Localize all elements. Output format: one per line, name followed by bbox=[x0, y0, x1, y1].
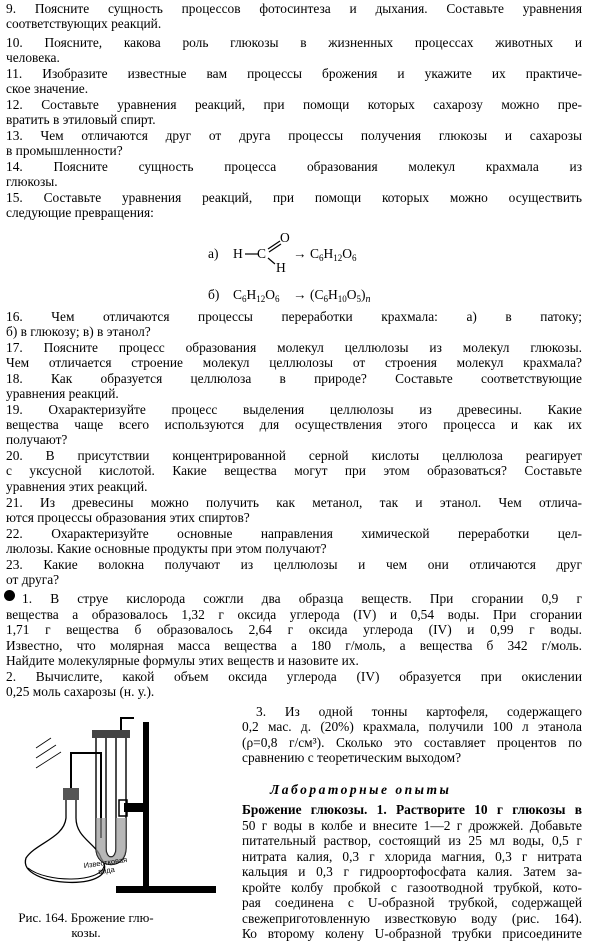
text-line: сравнению с теоретическим выходом? bbox=[242, 750, 462, 765]
text-line: Брожение глюкозы. 1. Растворите 10 г глюкозы в bbox=[242, 802, 582, 817]
text-line: Известно, что молярная масса вещества а 180 г/моль, а вещества б 342 г/моль. bbox=[6, 638, 582, 653]
text-line: 1. В струе кислорода сожгли два образца веществ. При сгорании 0,9 г bbox=[22, 591, 582, 606]
text-line: питательный раствор, состоящий из 25 мл воды, 0,5 г bbox=[242, 833, 582, 848]
text-line: ются процессы образования этих спиртов? bbox=[6, 510, 250, 525]
lab-heading: Лабораторные опыты bbox=[270, 782, 452, 797]
text-line: 10. Поясните, какова роль глюкозы в жизненных процессах животных и bbox=[6, 35, 582, 50]
text-line: уравнения реакций. bbox=[6, 386, 119, 401]
text-line: уравнения этих реакций. bbox=[6, 479, 148, 494]
text-line: 11. Изобразите известные вам процессы брожения и укажите их практиче- bbox=[6, 66, 582, 81]
text-line: в промышленности? bbox=[6, 143, 123, 158]
text-line: 3. Из одной тонны картофеля, содержащего bbox=[256, 704, 582, 719]
text-line: 0,25 моль сахарозы (н. у.). bbox=[6, 684, 155, 699]
text-line: 13. Чем отличаются друг от друга процессы получения глюкозы и сахарозы bbox=[6, 128, 582, 143]
figure-label: Известковая вода bbox=[83, 855, 128, 877]
oxygen-atom: O bbox=[280, 230, 290, 245]
text-line: 22. Охарактеризуйте основные направления химической переработки цел- bbox=[6, 526, 582, 541]
text-line: 17. Поясните процесс образования молекул целлюлозы из молекул глюкозы. bbox=[6, 340, 582, 355]
formula-label-b: б) bbox=[208, 287, 220, 302]
text-line: кройте колбу пробкой с газоотводной трубкой, кото- bbox=[242, 880, 582, 895]
figure-caption: козы. bbox=[71, 925, 101, 940]
text-line: 50 г воды в колбе и внесите 1—2 г дрожжей. Добавьте bbox=[242, 818, 582, 833]
carbon-atom: C bbox=[257, 246, 267, 261]
text-line: Чем отличается строение молекул целлюлозы от строения молекул крахмала? bbox=[6, 355, 582, 370]
text-line: вещества а образовалось 1,32 г оксида углерода (IV) и 0,54 воды. При сгорании bbox=[6, 607, 582, 622]
text-line: свежеприготовленную известковую воду (рис. 164). bbox=[242, 911, 582, 926]
glucose-formula: $C_6H_{12}O_6$ bbox=[233, 287, 280, 304]
text-line: 16. Чем отличаются процессы переработки крахмала: а) в патоку; bbox=[6, 309, 582, 324]
text-line: Найдите молекулярные формулы этих веществ и назовите их. bbox=[6, 653, 359, 668]
reaction-arrow: → bbox=[293, 246, 307, 261]
text-line: 0,2 мас. д. (20%) крахмала, получили 100 л этанола bbox=[242, 719, 582, 734]
text-line: 14. Поясните сущность процесса образования молекул крахмала из bbox=[6, 159, 582, 174]
text-line: вещества чаще всего используются для осуществления этого процесса и как их bbox=[6, 417, 582, 432]
text-line: соответствующих реакций. bbox=[6, 16, 162, 31]
text-line: человека. bbox=[6, 50, 60, 65]
text-line: вратить в этиловый спирт. bbox=[6, 112, 156, 127]
figure-caption: Рис. 164. Брожение глю- bbox=[18, 910, 154, 925]
text-line: 21. Из древесины можно получить как метанол, так и этанол. Чем отлича- bbox=[6, 495, 582, 510]
text-line: 15. Составьте уравнения реакций, при помощи которых можно осуществить bbox=[6, 190, 582, 205]
hydrogen-atom: H bbox=[276, 260, 286, 275]
text-line: 2. Вычислите, какой объем оксида углерода (IV) образуется при окислении bbox=[6, 669, 582, 684]
text-line: 19. Охарактеризуйте процесс выделения целлюлозы из древесины. Какие bbox=[6, 402, 582, 417]
text-line: (ρ=0,8 г/см³). Сколько это составляет процентов по bbox=[242, 735, 582, 750]
text-line: 9. Поясните сущность процессов фотосинтеза и дыхания. Составьте уравнения bbox=[6, 1, 582, 16]
text-line: с уксусной кислотой. Какие вещества могут при этом образоваться? Составьте bbox=[6, 463, 582, 478]
text-line: кальция и 0,3 г гидроортофосфата калия. Затем за- bbox=[242, 864, 582, 879]
hydrogen-atom: H bbox=[233, 246, 243, 261]
reaction-arrow: → bbox=[293, 287, 307, 302]
text-line: ское значение. bbox=[6, 81, 89, 96]
text-line: Ко второму колену U-образной трубки присоедините bbox=[242, 926, 582, 941]
section-bullet bbox=[4, 590, 15, 601]
text-line: 20. В присутствии концентрированной серной кислоты целлюлоза реагирует bbox=[6, 448, 582, 463]
text-line: рая соединена с U-образной трубкой, содержащей bbox=[242, 895, 582, 910]
text-line: нитрата калия, 0,3 г хлорида магния, 0,3 г нитрата bbox=[242, 849, 582, 864]
text-line: от друга? bbox=[6, 572, 60, 587]
formula-label-a: а) bbox=[208, 246, 219, 261]
text-line: 18. Как образуется целлюлоза в природе? Составьте соответствующие bbox=[6, 371, 582, 386]
text-line: б) в глюкозу; в) в этанол? bbox=[6, 324, 151, 339]
text-line: глюкозы. bbox=[6, 174, 58, 189]
glucose-formula: $C_6H_{12}O_6$ bbox=[310, 246, 357, 263]
starch-formula: $(C_6H_{10}O_5)_n$ bbox=[310, 287, 371, 305]
text-line: люлозы. Какие основные продукты при этом получают? bbox=[6, 541, 327, 556]
text-line: 12. Составьте уравнения реакций, при помощи которых сахарозу можно пре- bbox=[6, 97, 582, 112]
text-line: следующие превращения: bbox=[6, 205, 154, 220]
text-line: 1,71 г вещества б образовалось 2,64 г оксида углерода (IV) и 0,99 г воды. bbox=[6, 622, 582, 637]
text-line: 23. Какие волокна получают из целлюлозы и чем они отличаются друг bbox=[6, 557, 582, 572]
fermentation-apparatus-figure bbox=[6, 708, 226, 908]
text-line: получают? bbox=[6, 432, 68, 447]
